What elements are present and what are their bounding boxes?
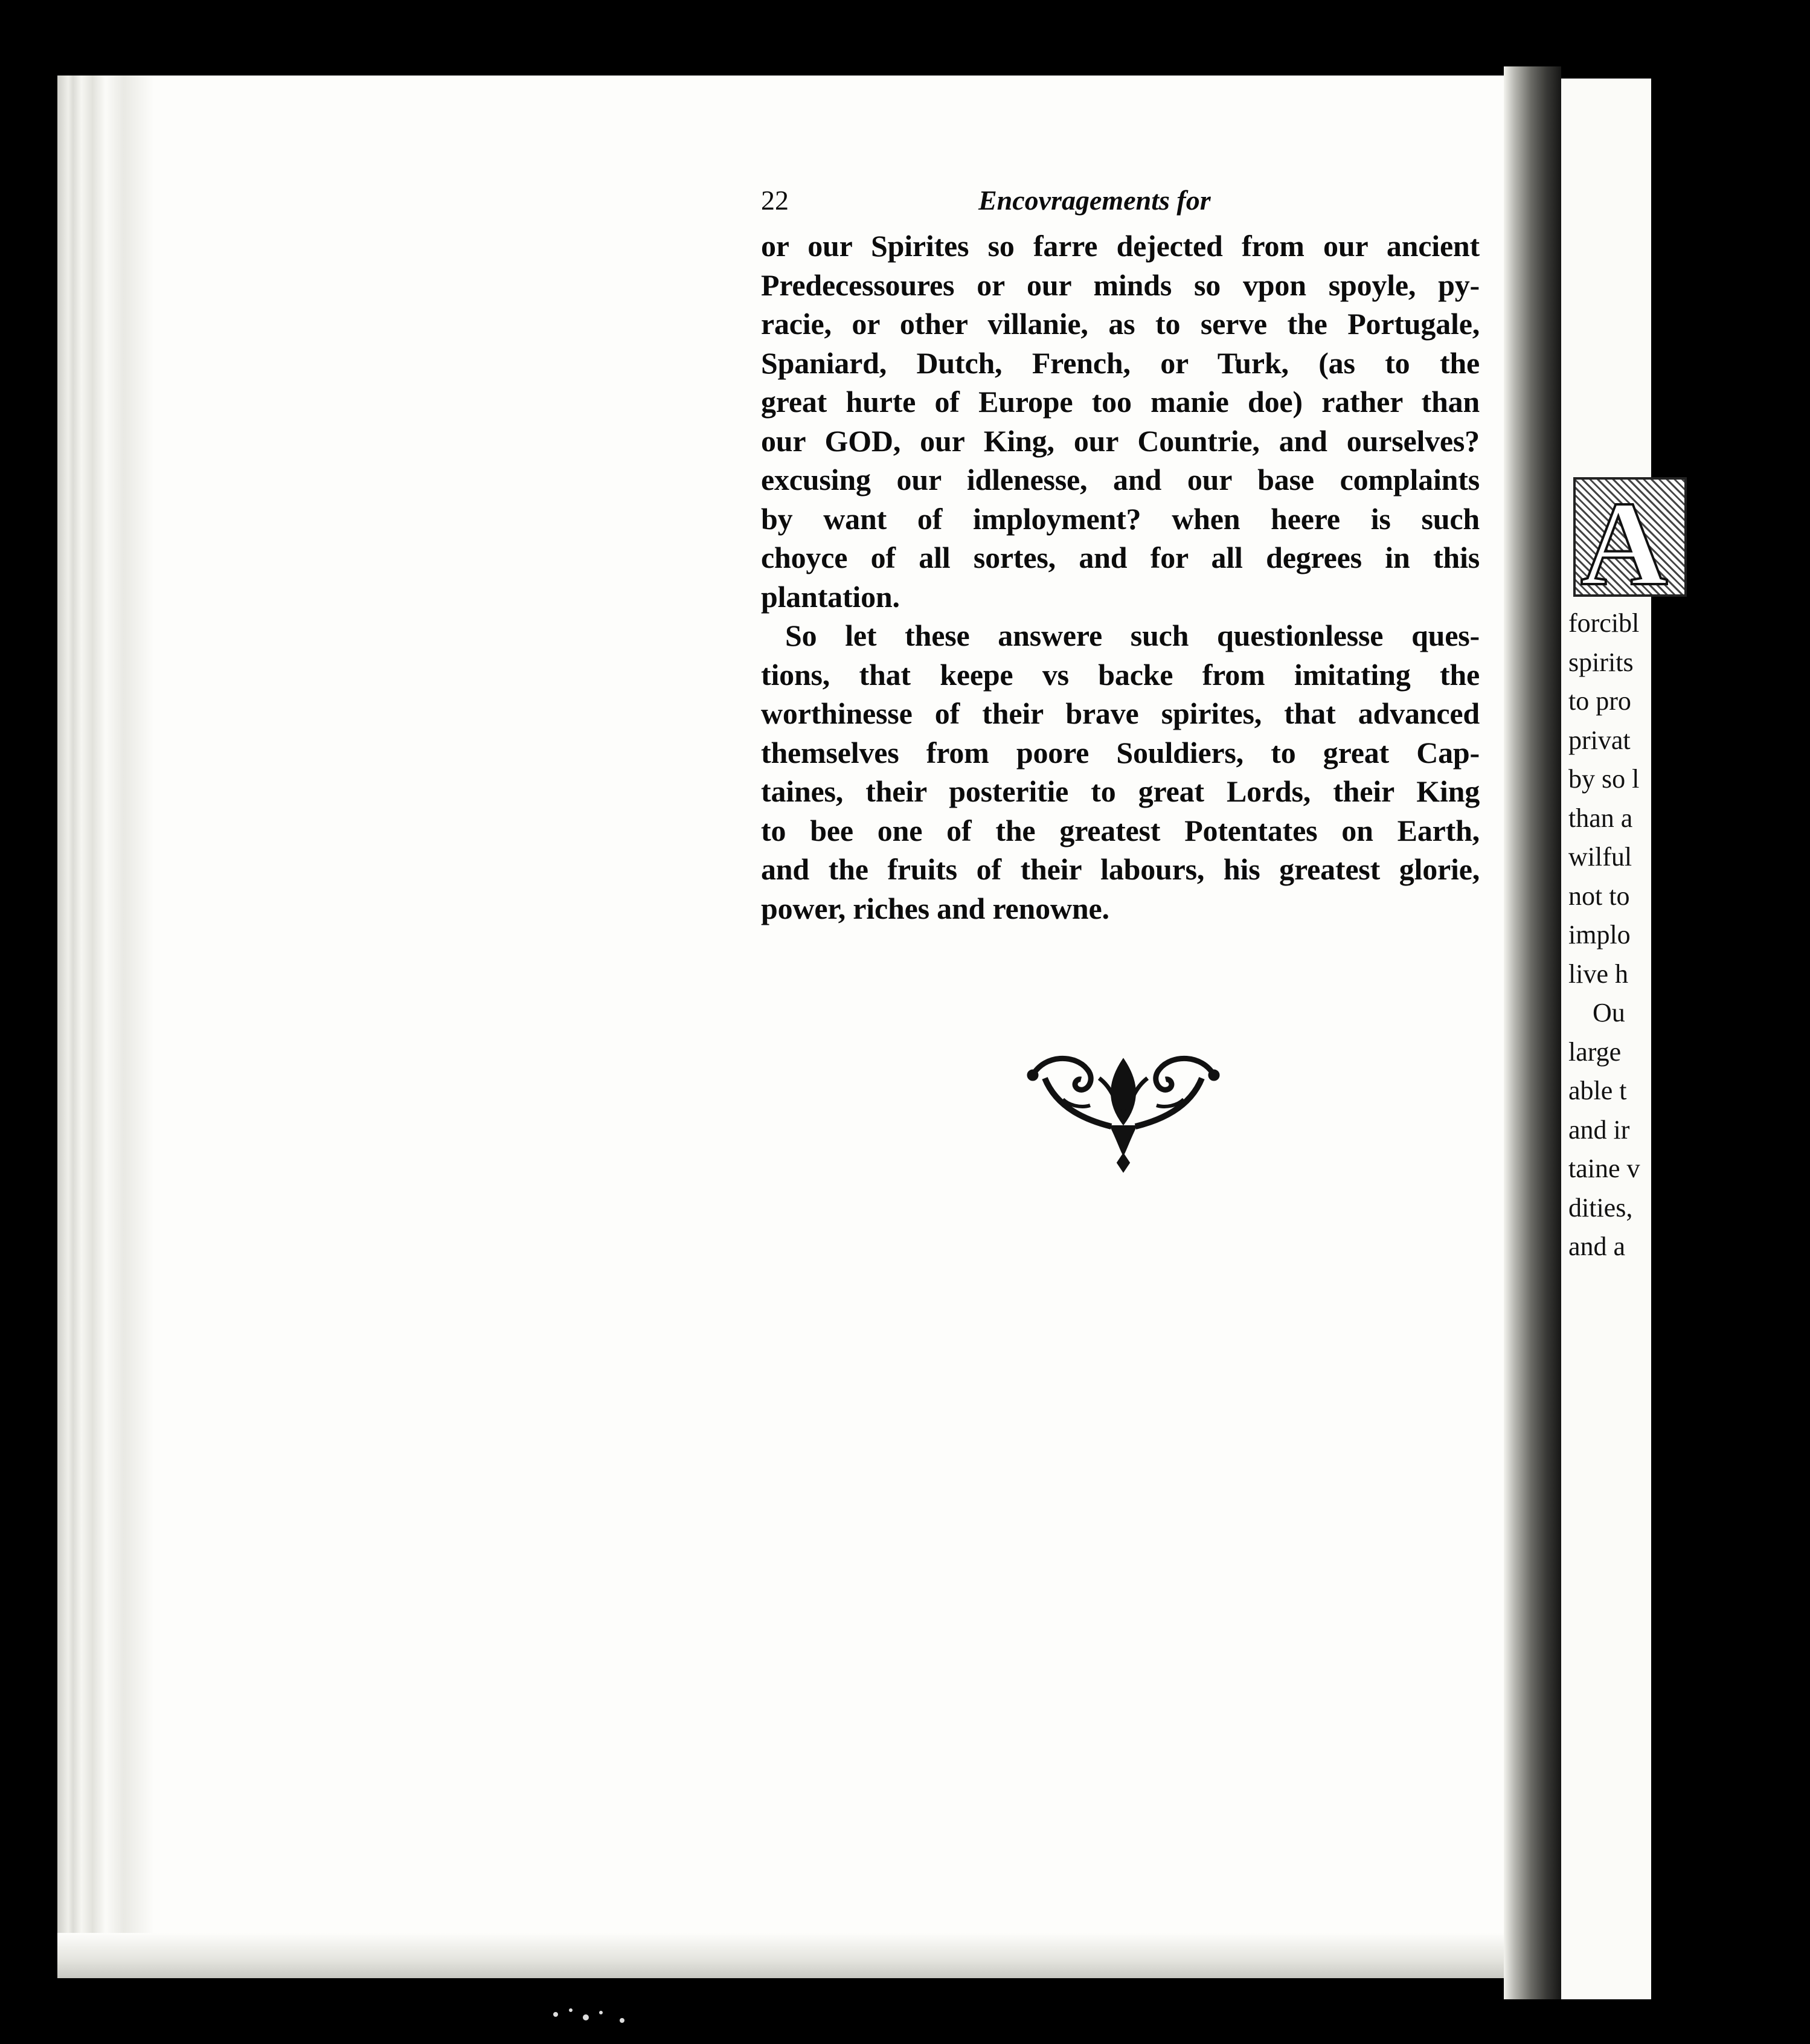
facing-line: wilful <box>1568 842 1632 872</box>
text-line: to bee one of the greatest Potentates on Earth, <box>761 813 1480 847</box>
scan-specks <box>544 1999 640 2030</box>
text-line: Predecessoures or our minds so vpon spoyle, py- <box>761 268 1480 302</box>
page-number: 22 <box>761 185 789 216</box>
paragraph-1 <box>761 227 1480 616</box>
text-line: our GOD, our King, our Countrie, and ourselves? <box>761 423 1480 458</box>
facing-line: and ir <box>1568 1114 1630 1145</box>
facing-line: taine v <box>1568 1154 1640 1183</box>
text-line: racie, or other villanie, as to serve the Portugale, <box>761 307 1480 341</box>
text-line: worthinesse of their brave spirites, that advanced <box>761 696 1480 730</box>
text-line: power, riches and renowne. <box>761 891 1109 925</box>
book-gutter <box>1504 66 1561 1999</box>
text-line: great hurte of Europe too manie doe) rather than <box>761 385 1480 419</box>
facing-line: privat <box>1568 725 1631 755</box>
text-line: excusing our idlenesse, and our base complaints <box>761 463 1480 497</box>
running-title: Encovragements for <box>978 185 1211 216</box>
text-line: and the fruits of their labours, his greatest glorie, <box>761 852 1480 886</box>
facing-line: live h <box>1568 959 1628 989</box>
facing-page-text <box>1568 604 1810 1267</box>
facing-line: and a <box>1568 1232 1626 1261</box>
page-edge-shading <box>57 76 202 1978</box>
right-page <box>1561 79 1668 1999</box>
facing-line: able t <box>1568 1076 1627 1105</box>
facing-line: large <box>1568 1036 1622 1067</box>
facing-line: Ou <box>1593 998 1625 1027</box>
text-line: by want of imployment? when heere is such <box>761 501 1480 536</box>
facing-line: spirits <box>1568 647 1634 677</box>
facing-line: dities, <box>1568 1192 1633 1223</box>
facing-line: to pro <box>1568 686 1631 716</box>
main-text-block <box>761 184 1480 928</box>
drop-cap-initial <box>1573 477 1687 611</box>
paragraph-2 <box>761 616 1480 928</box>
text-line: or our Spirites so farre dejected from our ancient <box>761 229 1480 263</box>
text-line: plantation. <box>761 579 900 614</box>
page-bottom-edge <box>57 1933 1522 1978</box>
page-header <box>761 184 1480 227</box>
facing-line: implo <box>1568 920 1631 950</box>
facing-line: by so l <box>1568 764 1640 794</box>
facing-line: forcibl <box>1568 608 1640 638</box>
facing-line: than a <box>1568 803 1633 833</box>
text-line: So let these answere such questionlesse ques- <box>785 619 1480 652</box>
text-line: taines, their posteritie to great Lords, their King <box>761 774 1480 808</box>
facing-line: not to <box>1568 881 1630 911</box>
text-line: Spaniard, Dutch, French, or Turk, (as to the <box>761 345 1480 380</box>
text-line: tions, that keepe vs backe from imitating the <box>761 657 1480 692</box>
drop-cap-letter: A <box>1581 477 1668 611</box>
text-line: choyce of all sortes, and for all degrees in this <box>761 541 1480 574</box>
fleuron-ornament-icon <box>1021 1042 1226 1175</box>
text-line: themselves from poore Souldiers, to great Cap- <box>761 735 1480 770</box>
